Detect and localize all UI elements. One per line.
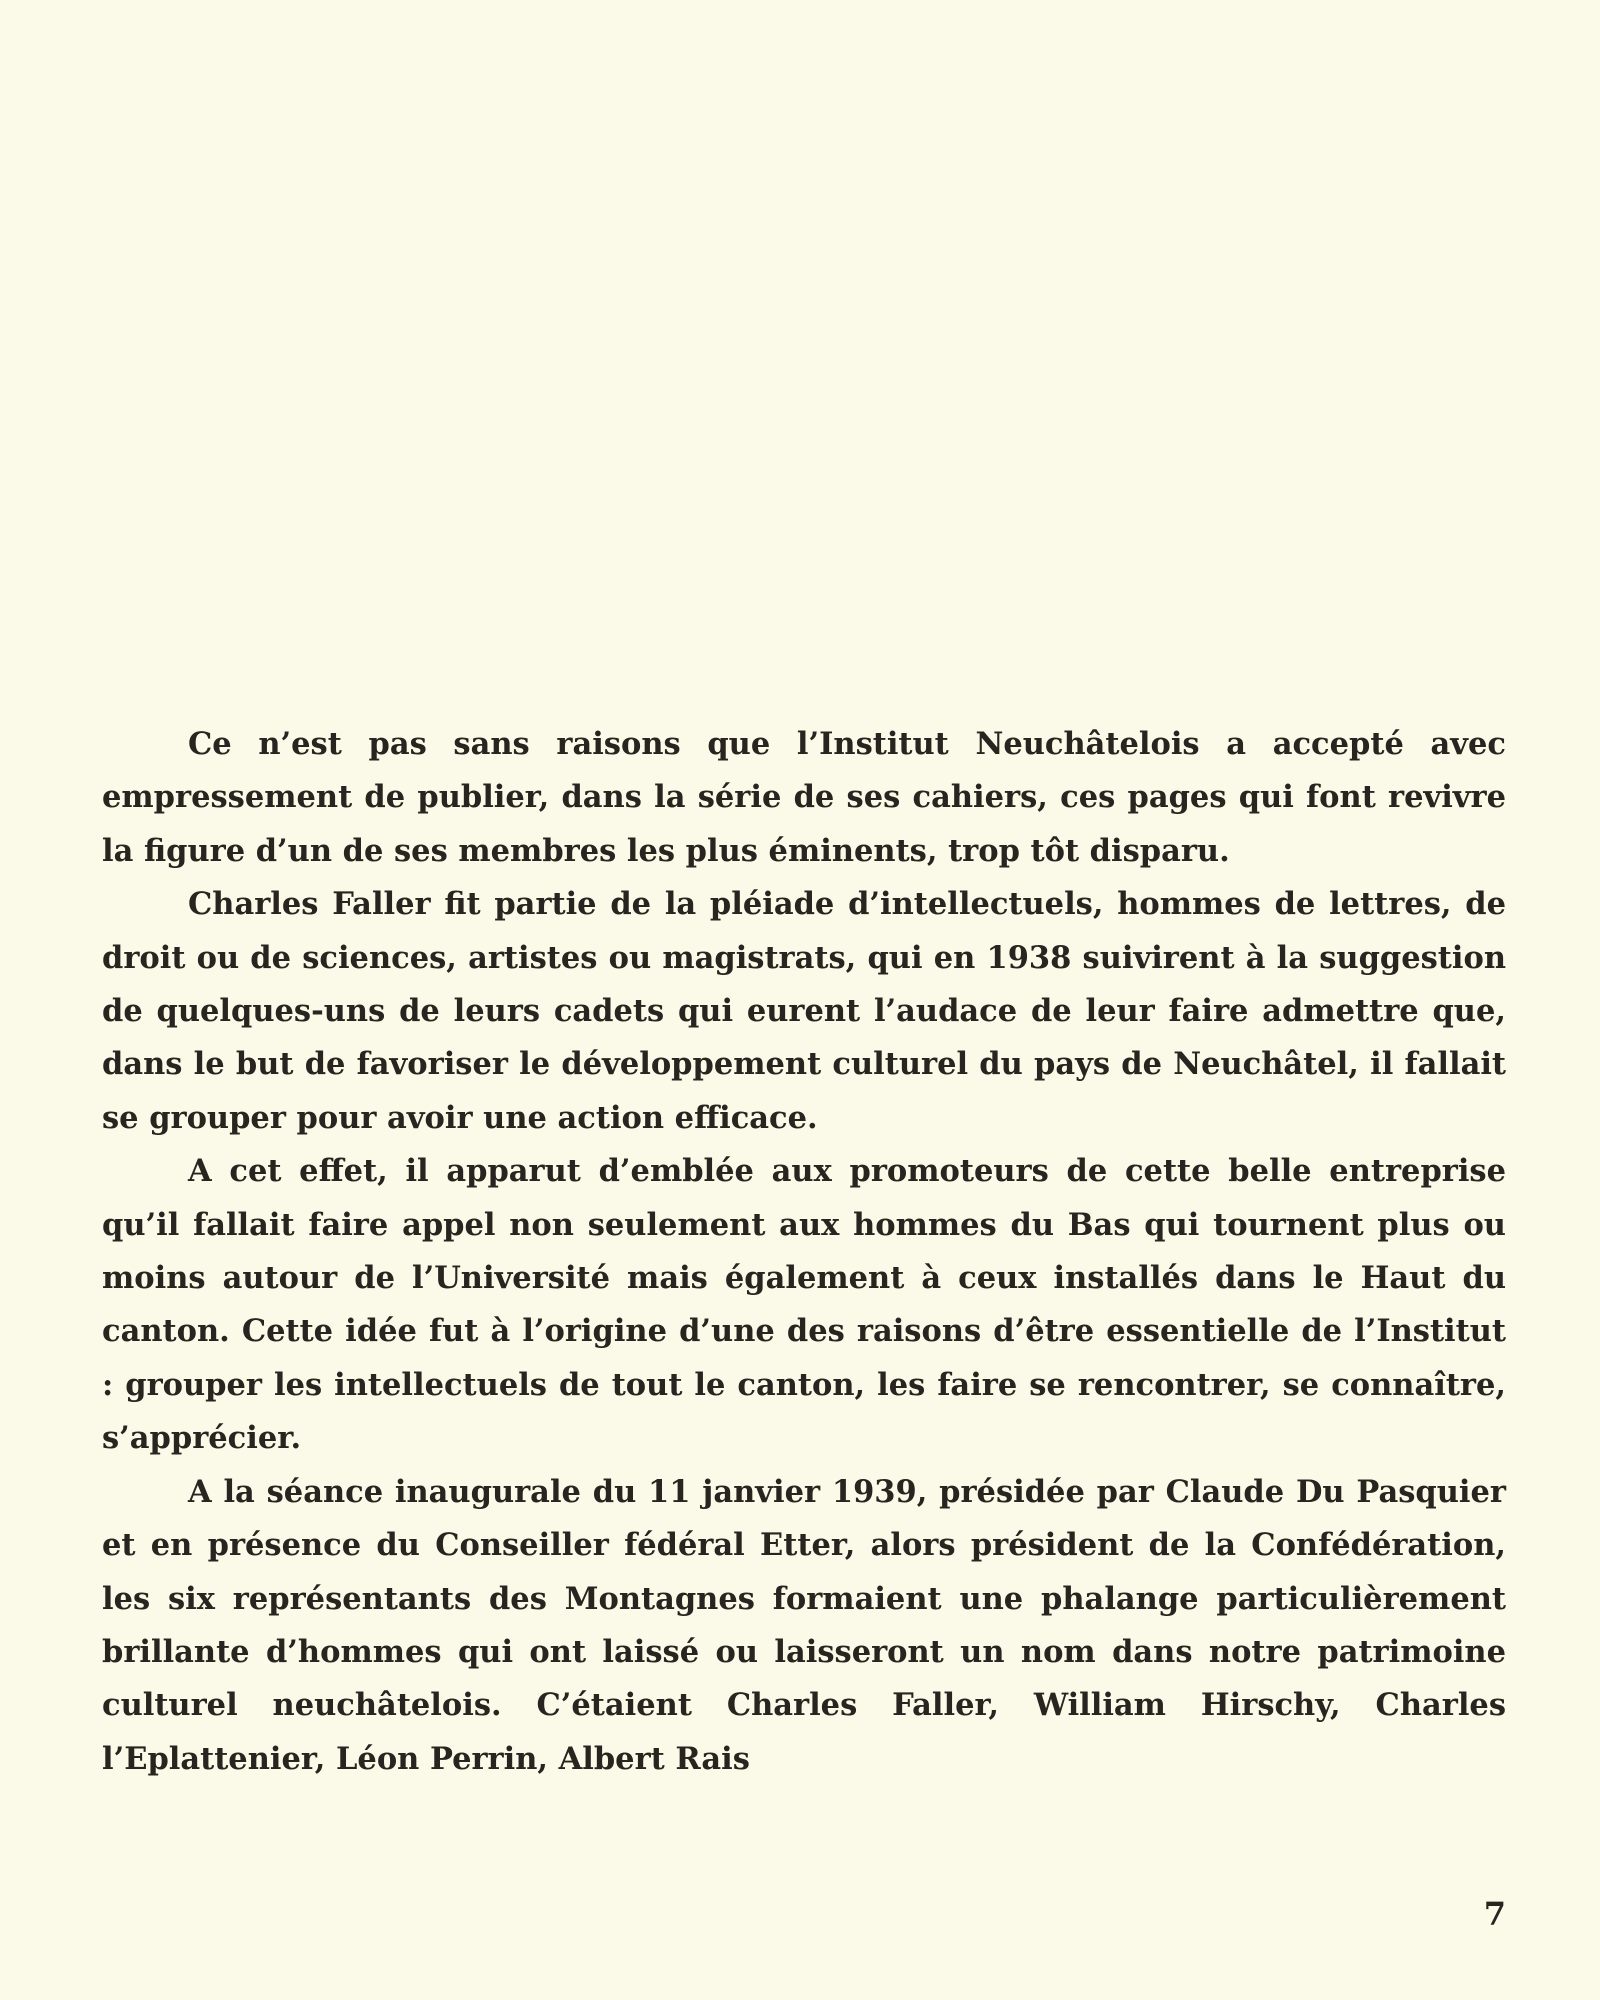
paragraph-1: Ce n’est pas sans raisons que l’Institut Neuchâtelois a accepté avec empressement de publier, dans la série de ses cahiers, ces pages qui font revivre la figure d’un de ses membres les plus éminents, trop tôt disparu. [102,726,1506,869]
page-number: 7 [1483,1895,1506,1933]
body-text [102,718,1506,1786]
paragraph-3: A cet effet, il apparut d’emblée aux promoteurs de cette belle entreprise qu’il fallait faire appel non seulement aux hommes du Bas qui tournent plus ou moins autour de l’Université mais également à ceux installés dans le Haut du canton. Cette idée fut à l’origine d’une des raisons d’être essentielle de l’Institut : grouper les intellectuels de tout le canton, les faire se rencontrer, se connaître, s’apprécier. [102,1153,1506,1457]
paragraph-2: Charles Faller fit partie de la pléiade d’intellectuels, hommes de lettres, de droit ou de sciences, artistes ou magistrats, qui en 1938 suivirent à la suggestion de quelques-uns de leurs cadets qui eurent l’audace de leur faire admettre que, dans le but de favoriser le développement culturel du pays de Neuchâtel, il fallait se grouper pour avoir une action efficace. [102,886,1506,1136]
paragraph-4: A la séance inaugurale du 11 janvier 1939, présidée par Claude Du Pasquier et en présence du Conseiller fédéral Etter, alors président de la Confédération, les six représentants des Montagnes formaient une phalange particulièrement brillante d’hommes qui ont laissé ou laisseront un nom dans notre patrimoine culturel neuchâtelois. C’étaient Charles Faller, William Hirschy, Charles l’Eplattenier, Léon Perrin, Albert Rais [102,1473,1506,1777]
